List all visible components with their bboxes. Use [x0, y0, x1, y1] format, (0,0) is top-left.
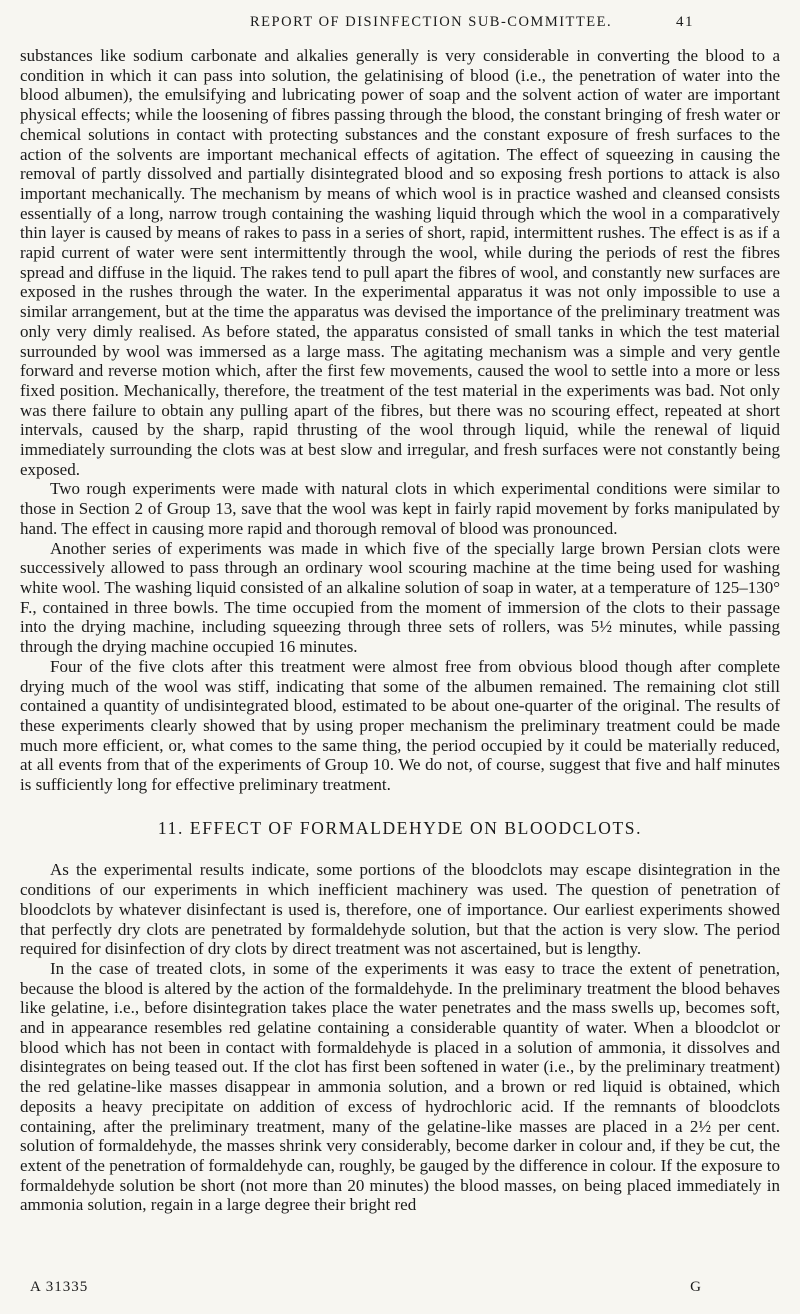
- section-heading: 11. EFFECT OF FORMALDEHYDE ON BLOODCLOTS.: [157, 817, 643, 838]
- page-footer: [30, 1279, 702, 1299]
- paragraph-four-of-five-clots: Four of the five clots after this treatment were almost free from obvious blood though after complete drying much of the wool was stiff, indicating that some of the albumen remained. The remaining clot still contained a quantity of undisintegrated blood, estimated to be about one-quarter of the original. The results of these experiments clearly showed that by using proper mechanism the preliminary treatment could be made much more efficient, or, what comes to the same thing, the period occupied by it could be materially reduced, at all events from that of the experiments of Group 10. We do not, of course, suggest that five and half minutes is sufficiently long for effective preliminary treatment.: [20, 656, 780, 795]
- paragraph-treated-clots: In the case of treated clots, in some of the experiments it was easy to trace the extent of penetration, because the blood is altered by the action of the formaldehyde. In the preliminary treatment the blood behaves like gelatine, i.e., before disintegration takes place the water penetrates and the mass swells up, becomes soft, and in appearance resembles red gelatine containing a considerable quantity of water. When a bloodclot or blood which has not been in contact with formaldehyde is placed in a solution of ammonia, it dissolves and disintegrates on being teased out. If the clot has first been softened in water (i.e., by the preliminary treatment) the red gelatine-like masses disappear in ammonia solution, and a brown or red liquid is obtained, which deposits a heavy precipitate on addition of excess of hydrochloric acid. If the remnants of bloodclots containing, after the preliminary treatment, many of the gelatine-like masses are placed in a 2½ per cent. solution of formaldehyde, the masses shrink very considerably, become darker in colour and, if they be cut, the extent of the penetration of formaldehyde can, roughly, be gauged by the difference in colour. If the exposure to formaldehyde solution be short (not more than 20 minutes) the blood masses, on being placed immediately in ammonia solution, regain in a large degree their bright red: [20, 958, 781, 1215]
- page-number: 41: [676, 14, 694, 30]
- paragraph-experimental-results: As the experimental results indicate, some portions of the bloodclots may escape disintegration in the conditions of our experiments in which inefficient machinery was used. The question of penetration of bloodclots by whatever disinfectant is used is, therefore, one of importance. Our earliest experiments showed that perfectly dry clots are penetrated by formaldehyde solution, but that the action is very slow. The period required for disinfection of dry clots by direct treatment was not ascertained, but is lengthy.: [20, 860, 780, 959]
- gathering-mark: G: [690, 1279, 702, 1295]
- running-head: [100, 14, 694, 34]
- body-text: [20, 46, 780, 1215]
- paragraph-continuation: substances like sodium carbonate and alkalies generally is very considerable in converting the blood to a condition in which it can pass into solution, the gelatinising of blood (i.e., the penetration of water into the blood albumen), the emulsifying and lubricating power of soap and the solvent action of water are important physical effects; while the loosening of fibres passing through the blood, the constant bringing of fresh water or chemical solutions in contact with protecting substances and the constant exposure of fresh surfaces to the action of the solvents are important mechanical effects of agitation. The effect of squeezing in causing the removal of partly dissolved and partially disintegrated blood and so exposing fresh portions to attack is also important mechanically. The mechanism by means of which wool is in practice washed and cleansed consists essentially of a long, narrow trough containing the washing liquid through which the wool in a comparatively thin layer is caused by means of rakes to pass in a series of short, rapid, intermittent rushes. The effect is as if a rapid current of water were sent intermittently through the wool, while during the periods of rest the fibres spread and diffuse in the liquid. The rakes tend to pull apart the fibres of wool, and constantly new surfaces are exposed in the rushes through the water. In the experimental apparatus it was not only impossible to use a similar arrangement, but at the time the apparatus was devised the importance of the preliminary treatment was only very dimly realised. As before stated, the apparatus consisted of small tanks in which the test material surrounded by wool was immersed as a large mass. The agitating mechanism was a simple and very gentle forward and reverse motion which, after the first few movements, caused the wool to settle into a more or less fixed position. Mechanically, therefore, the treatment of the test material in the experiments was bad. Not only was there failure to obtain any pulling apart of the fibres, but there was no scouring effect, repeated at short intervals, caused by the sharp, rapid thrusting of the wool through liquid, while the renewal of liquid immediately surrounding the clots was at best slow and irregular, and fresh surfaces were not constantly being exposed.: [20, 46, 780, 479]
- paragraph-another-series: Another series of experiments was made in which five of the specially large brown Persian clots were successively allowed to pass through an ordinary wool scouring machine at the time being used for washing white wool. The washing liquid consisted of an alkaline solution of soap in water, at a temperature of 125–130° F., contained in three bowls. The time occupied from the moment of immersion of the clots to their passage into the drying machine, including squeezing through three sets of rollers, was 5½ minutes, while passing through the drying machine occupied 16 minutes.: [20, 538, 780, 657]
- running-head-title: REPORT OF DISINFECTION SUB-COMMITTEE.: [250, 14, 613, 30]
- signature-mark: A 31335: [30, 1279, 89, 1295]
- paragraph-two-rough-experiments: Two rough experiments were made with natural clots in which experimental conditions were similar to those in Section 2 of Group 13, save that the wool was kept in fairly rapid movement by forks manipulated by hand. The effect in causing more rapid and thorough removal of blood was pronounced.: [20, 479, 780, 538]
